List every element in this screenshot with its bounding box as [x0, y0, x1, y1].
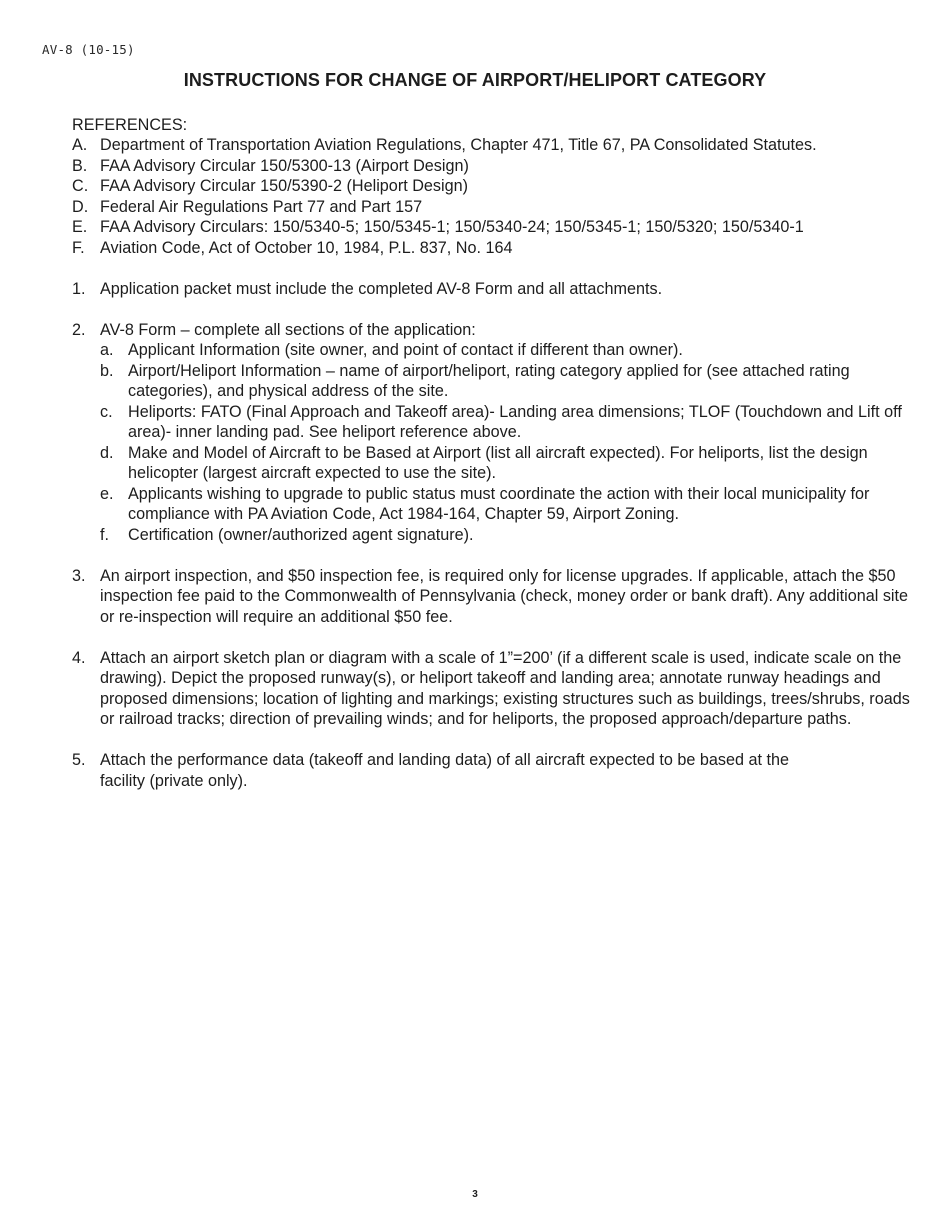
reference-item: [72, 135, 912, 156]
subitem-marker: b.: [100, 361, 114, 380]
subitem-marker: a.: [100, 341, 114, 359]
reference-text: Aviation Code, Act of October 10, 1984, P.L. 837, No. 164: [100, 238, 513, 257]
item-marker: 3.: [72, 566, 86, 585]
reference-text: FAA Advisory Circulars: 150/5340-5; 150/5345-1; 150/5340-24; 150/5345-1; 150/5320; 150/5340-1: [100, 218, 804, 236]
instruction-item-1: [72, 279, 912, 300]
subitem-text: Heliports: FATO (Final Approach and Takeoff area)- Landing area dimensions; TLOF (Touchdown and Lift off area)- inner landing pad. See heliport reference above.: [128, 402, 902, 441]
item-marker: 1.: [72, 279, 86, 298]
spacer: [72, 258, 912, 279]
reference-marker: F.: [72, 238, 85, 257]
subitem-marker: f.: [100, 525, 109, 544]
item-text: Attach an airport sketch plan or diagram with a scale of 1”=200’ (if a different scale is used, indicate scale on the drawing). Depict the proposed runway(s), or heliport takeoff and landing area; annotate runway headings and proposed dimensions; location of lighting and markings; existing structures such as buildings, trees/shrubs, roads or railroad tracks; direction of prevailing winds; and for heliports, the proposed approach/departure paths.: [100, 648, 910, 728]
reference-text: FAA Advisory Circular 150/5300-13 (Airport Design): [100, 156, 469, 175]
reference-text: FAA Advisory Circular 150/5390-2 (Heliport Design): [100, 177, 468, 195]
page-title: INSTRUCTIONS FOR CHANGE OF AIRPORT/HELIPORT CATEGORY: [183, 70, 767, 90]
page-number: 3: [472, 1189, 478, 1200]
reference-marker: D.: [72, 197, 89, 216]
reference-marker: A.: [72, 136, 88, 154]
spacer: [72, 627, 912, 648]
reference-item: [72, 217, 912, 238]
item-text: Application packet must include the completed AV-8 Form and all attachments.: [100, 279, 663, 298]
item-text: An airport inspection, and $50 inspection fee, is required only for license upgrades. If applicable, attach the $50 inspection fee paid to the Commonwealth of Pennsylvania (check, money order or bank draft). Any additional site or re-inspection will require an additional $50 fee.: [100, 566, 909, 626]
subitem: [100, 484, 912, 525]
spacer: [72, 545, 912, 566]
reference-text: Federal Air Regulations Part 77 and Part 157: [100, 197, 423, 216]
reference-marker: C.: [72, 177, 89, 195]
reference-item: [72, 197, 912, 218]
instruction-item-5: [72, 750, 912, 791]
item-text: AV-8 Form – complete all sections of the application:: [100, 320, 476, 339]
subitem-marker: d.: [100, 443, 114, 462]
reference-item: [72, 176, 912, 197]
subitem: [100, 525, 912, 546]
subitem: [100, 340, 912, 361]
spacer: [72, 299, 912, 320]
references-list: [72, 135, 912, 258]
reference-marker: E.: [72, 218, 88, 236]
instruction-item-4: [72, 648, 912, 730]
item-text: Attach the performance data (takeoff and landing data) of all aircraft expected to be based at the facility (private only).: [100, 751, 790, 790]
subitem-marker: c.: [100, 402, 113, 421]
reference-text: Department of Transportation Aviation Regulations, Chapter 471, Title 67, PA Consolidated Statutes.: [100, 136, 817, 154]
subitem-text: Make and Model of Aircraft to be Based at Airport (list all aircraft expected). For heliports, list the design helicopter (largest aircraft expected to use the site).: [128, 443, 868, 482]
subitem-text: Certification (owner/authorized agent signature).: [128, 525, 474, 544]
subitem-marker: e.: [100, 484, 114, 503]
item-marker: 2.: [72, 320, 86, 339]
subitem-text: Airport/Heliport Information – name of airport/heliport, rating category applied for (see attached rating categories), and physical address of the site.: [128, 361, 850, 400]
document-body: [72, 135, 912, 791]
subitem: [100, 402, 912, 443]
subitem: [100, 361, 912, 402]
item-marker: 5.: [72, 751, 86, 769]
spacer: [72, 730, 912, 751]
subitem-list: [100, 340, 912, 545]
references-heading: REFERENCES:: [72, 116, 188, 134]
instruction-item-2: [72, 320, 912, 341]
form-id: AV-8 (10-15): [42, 42, 135, 57]
subitem: [100, 443, 912, 484]
reference-marker: B.: [72, 156, 88, 175]
item-marker: 4.: [72, 648, 86, 667]
subitem-text: Applicants wishing to upgrade to public status must coordinate the action with their local municipality for compliance with PA Aviation Code, Act 1984-164, Chapter 59, Airport Zoning.: [128, 484, 870, 523]
reference-item: [72, 238, 912, 259]
reference-item: [72, 156, 912, 177]
subitem-text: Applicant Information (site owner, and point of contact if different than owner).: [128, 341, 683, 359]
instruction-item-3: [72, 566, 912, 628]
